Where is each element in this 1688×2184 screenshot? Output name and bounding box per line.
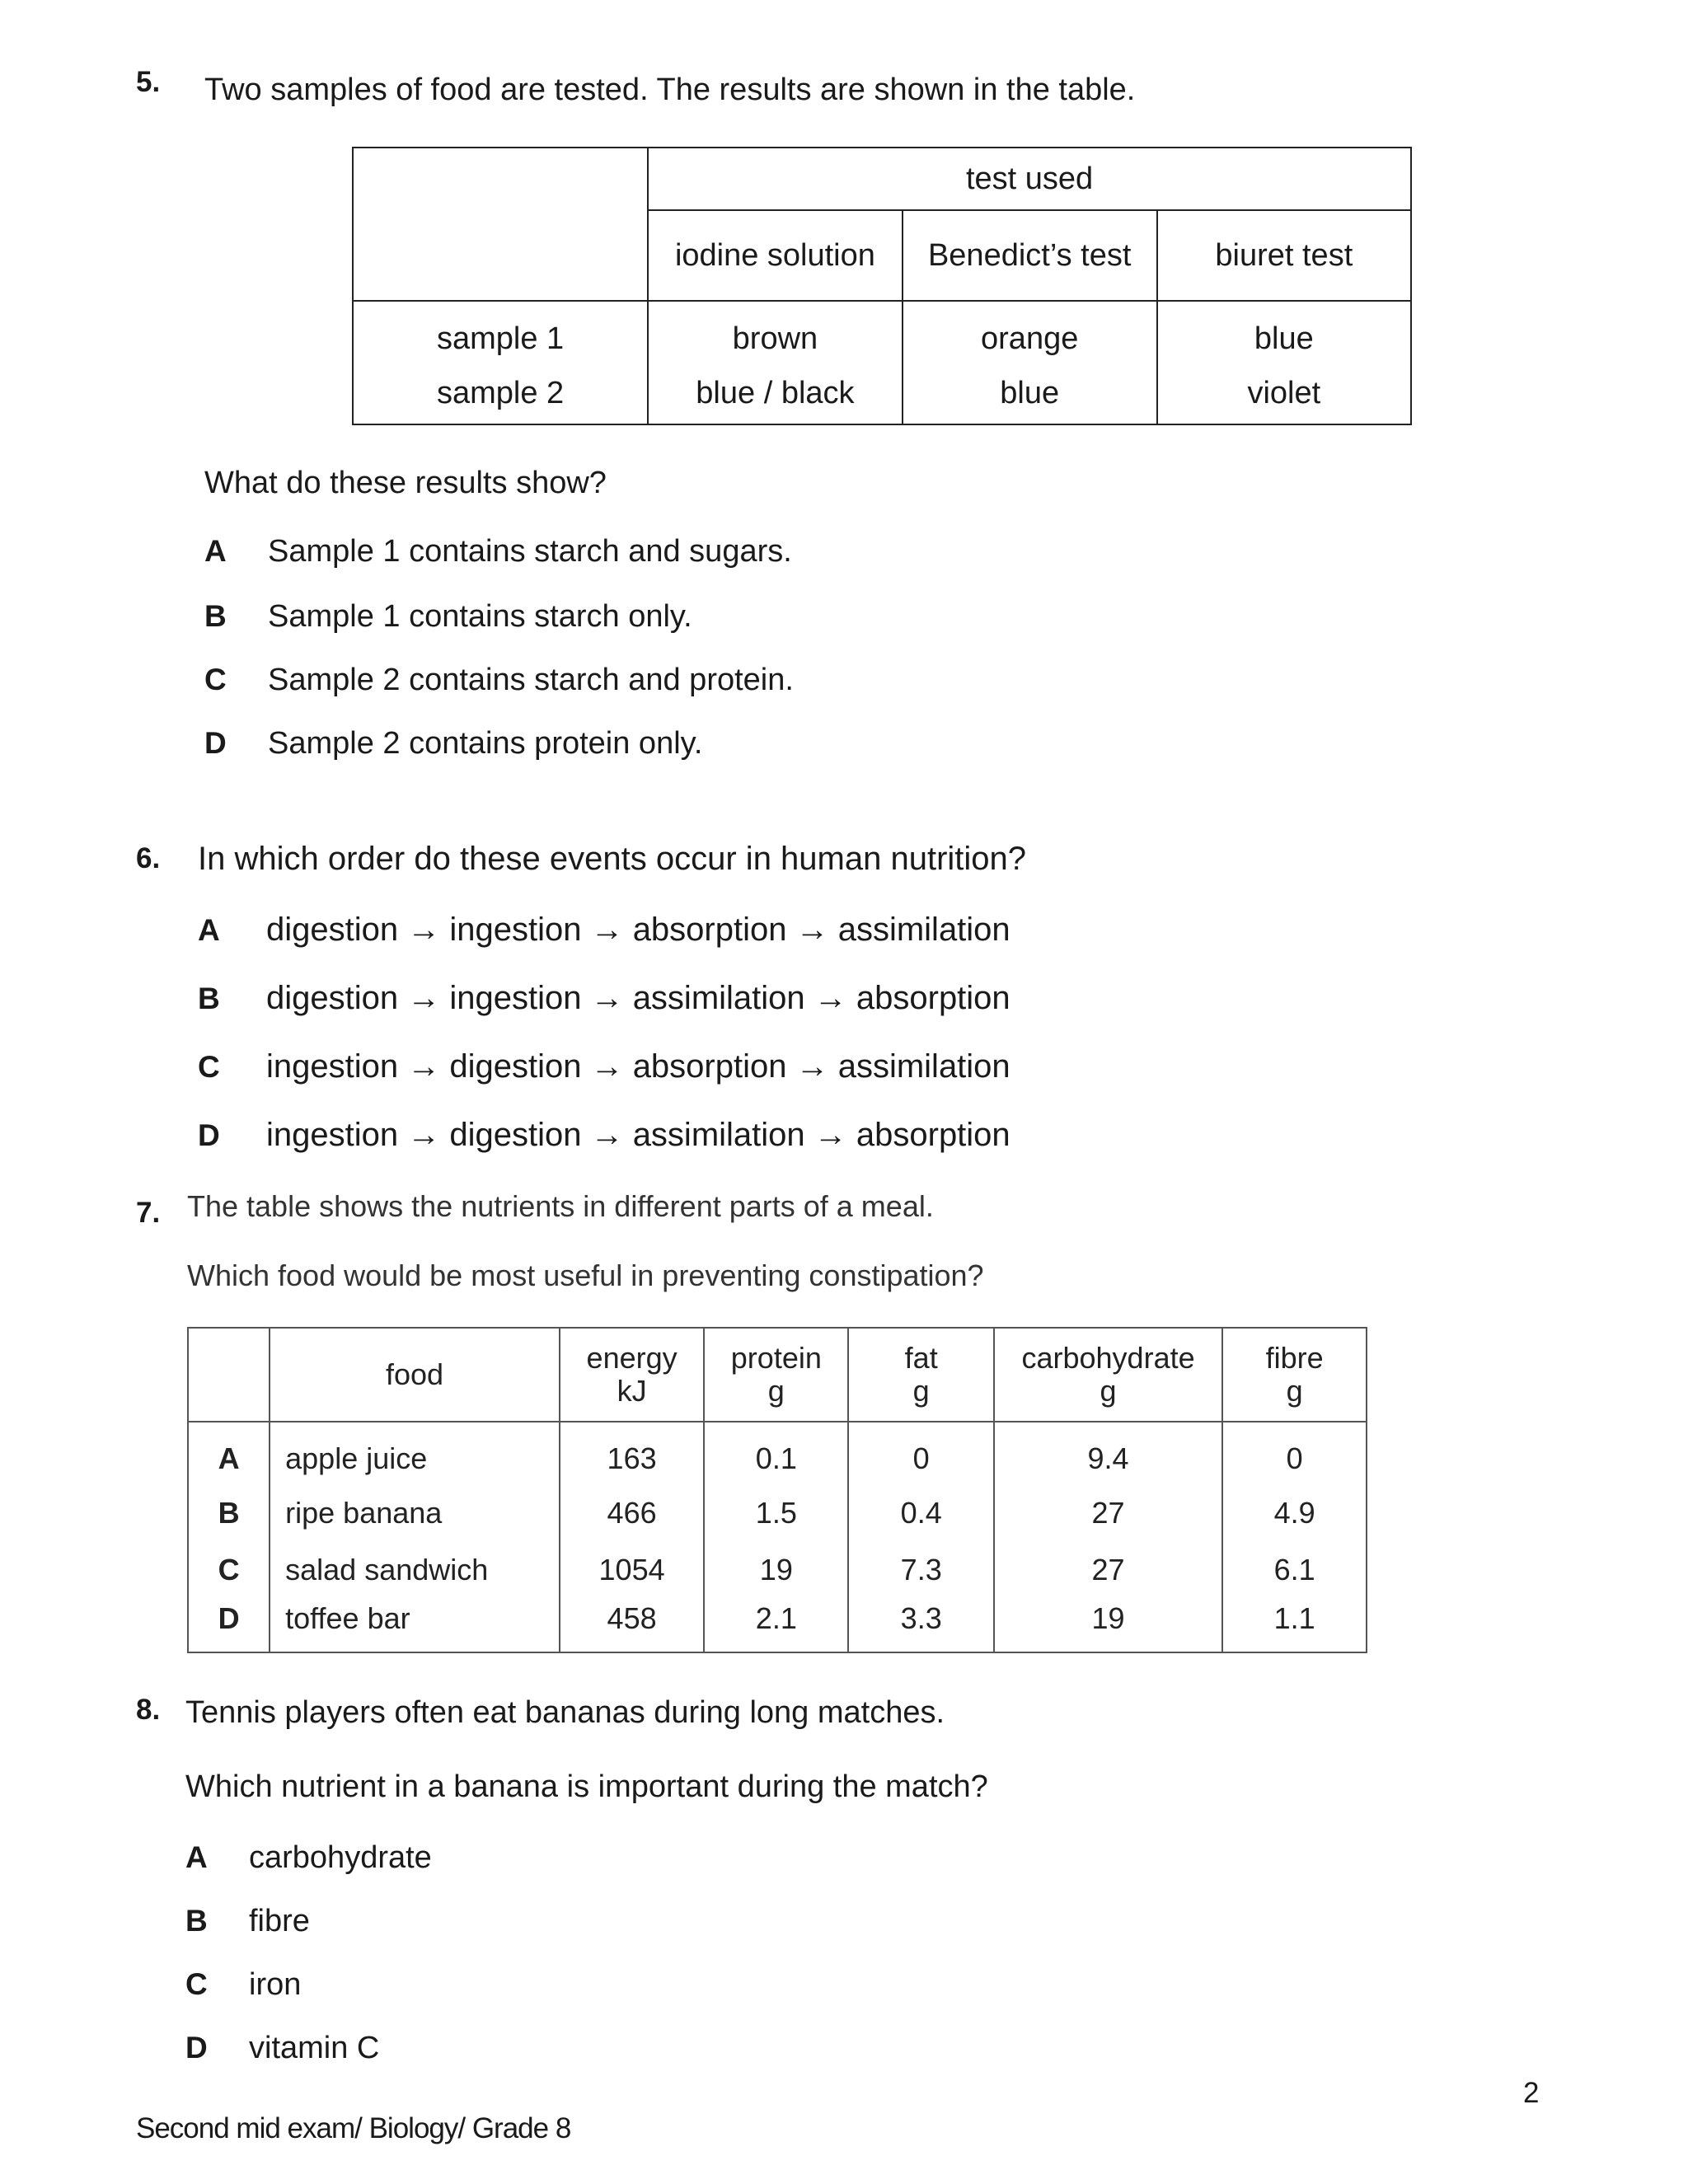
table-row <box>353 363 1411 424</box>
header-name: fat <box>904 1341 938 1375</box>
header-name: fibre <box>1265 1341 1324 1375</box>
column-header: food <box>270 1328 560 1422</box>
food-name: ripe banana <box>270 1484 560 1541</box>
table-row <box>188 1598 1367 1652</box>
question-7-number: 7. <box>136 1197 161 1229</box>
option-text: vitamin C <box>249 2031 380 2065</box>
option-text: digestion → ingestion → absorption → assimilation <box>266 912 1010 948</box>
table-cell: orange <box>903 301 1157 363</box>
column-header: biuret test <box>1157 210 1411 301</box>
table-cell: 19 <box>994 1598 1222 1652</box>
table-cell: 2.1 <box>704 1598 848 1652</box>
question-8-number: 8. <box>136 1694 161 1726</box>
option-text: Sample 1 contains starch only. <box>268 599 692 634</box>
column-header: Benedict’s test <box>903 210 1157 301</box>
header-unit: kJ <box>617 1374 647 1408</box>
header-unit: g <box>912 1374 930 1408</box>
column-header <box>560 1328 704 1422</box>
column-header <box>848 1328 994 1422</box>
row-letter: B <box>188 1484 270 1541</box>
food-name: apple juice <box>270 1422 560 1484</box>
food-name: salad sandwich <box>270 1541 560 1598</box>
table-row <box>353 301 1411 363</box>
nutrients-table <box>187 1327 1367 1653</box>
table-cell: 1.1 <box>1222 1598 1367 1652</box>
table-cell: 163 <box>560 1422 704 1484</box>
table-cell: blue <box>1157 301 1411 363</box>
option-text: iron <box>249 1967 302 2002</box>
option-letter: D <box>198 1118 220 1152</box>
header-name: protein <box>730 1341 822 1375</box>
row-letter: A <box>188 1422 270 1484</box>
table-cell: 4.9 <box>1222 1484 1367 1541</box>
option-letter: A <box>204 534 227 568</box>
table-cell: 9.4 <box>994 1422 1222 1484</box>
option-letter: D <box>204 726 227 760</box>
table-cell: 7.3 <box>848 1541 994 1598</box>
option-text: ingestion → digestion → absorption → assimilation <box>266 1048 1010 1085</box>
table-cell: blue / black <box>648 363 903 424</box>
table-cell: 19 <box>704 1541 848 1598</box>
footer-label: Second mid exam/ Biology/ Grade 8 <box>136 2112 571 2144</box>
table-cell: 0 <box>848 1422 994 1484</box>
row-letter: D <box>188 1598 270 1652</box>
table-row <box>188 1422 1367 1484</box>
question-5-number: 5. <box>136 66 161 98</box>
table-row <box>188 1541 1367 1598</box>
question-7-prompt: Which food would be most useful in preventing constipation? <box>187 1258 984 1292</box>
row-letter: C <box>188 1541 270 1598</box>
test-used-header: test used <box>648 148 1411 210</box>
column-header <box>994 1328 1222 1422</box>
table-cell: 458 <box>560 1598 704 1652</box>
table-cell: violet <box>1157 363 1411 424</box>
option-letter: A <box>198 913 220 947</box>
question-8-stem: Tennis players often eat bananas during long matches. <box>185 1695 945 1730</box>
table-corner-cell <box>353 148 648 301</box>
table-cell: brown <box>648 301 903 363</box>
table-cell: 1054 <box>560 1541 704 1598</box>
table-cell: 0.1 <box>704 1422 848 1484</box>
option-letter: A <box>185 1840 208 1874</box>
food-name: toffee bar <box>270 1598 560 1652</box>
question-8-prompt: Which nutrient in a banana is important during the match? <box>185 1769 988 1804</box>
option-letter: C <box>185 1967 208 2001</box>
option-text: Sample 1 contains starch and sugars. <box>268 534 792 569</box>
header-unit: g <box>1286 1374 1303 1408</box>
option-letter: C <box>204 663 227 696</box>
option-text: digestion → ingestion → assimilation → absorption <box>266 980 1010 1016</box>
question-6-number: 6. <box>136 842 161 874</box>
test-results-table <box>352 147 1412 425</box>
table-cell: 3.3 <box>848 1598 994 1652</box>
option-letter: B <box>185 1904 208 1938</box>
option-text: Sample 2 contains protein only. <box>268 726 703 761</box>
option-letter: B <box>204 599 227 633</box>
table-cell: 6.1 <box>1222 1541 1367 1598</box>
option-text: ingestion → digestion → assimilation → absorption <box>266 1117 1010 1153</box>
question-6-stem: In which order do these events occur in human nutrition? <box>198 841 1027 877</box>
table-row <box>188 1484 1367 1541</box>
table-cell: 0 <box>1222 1422 1367 1484</box>
question-5-stem: Two samples of food are tested. The results are shown in the table. <box>204 73 1136 107</box>
option-text: Sample 2 contains starch and protein. <box>268 663 794 697</box>
row-label: sample 1 <box>353 301 648 363</box>
header-unit: g <box>767 1374 785 1408</box>
option-text: carbohydrate <box>249 1840 432 1875</box>
table-cell: 27 <box>994 1541 1222 1598</box>
page-number: 2 <box>1523 2077 1540 2109</box>
option-letter: D <box>185 2031 208 2064</box>
table-cell: blue <box>903 363 1157 424</box>
header-name: energy <box>586 1341 678 1375</box>
table-cell: 1.5 <box>704 1484 848 1541</box>
table-cell: 466 <box>560 1484 704 1541</box>
row-label: sample 2 <box>353 363 648 424</box>
table-cell: 27 <box>994 1484 1222 1541</box>
header-name: carbohydrate <box>1021 1341 1195 1375</box>
option-letter: C <box>198 1050 220 1084</box>
option-letter: B <box>198 982 220 1015</box>
header-unit: g <box>1100 1374 1117 1408</box>
column-header: iodine solution <box>648 210 903 301</box>
question-7-stem: The table shows the nutrients in different parts of a meal. <box>187 1189 934 1223</box>
column-header <box>1222 1328 1367 1422</box>
table-corner-cell <box>188 1328 270 1422</box>
question-5-prompt: What do these results show? <box>204 466 607 500</box>
column-header <box>704 1328 848 1422</box>
option-text: fibre <box>249 1904 310 1938</box>
table-cell: 0.4 <box>848 1484 994 1541</box>
